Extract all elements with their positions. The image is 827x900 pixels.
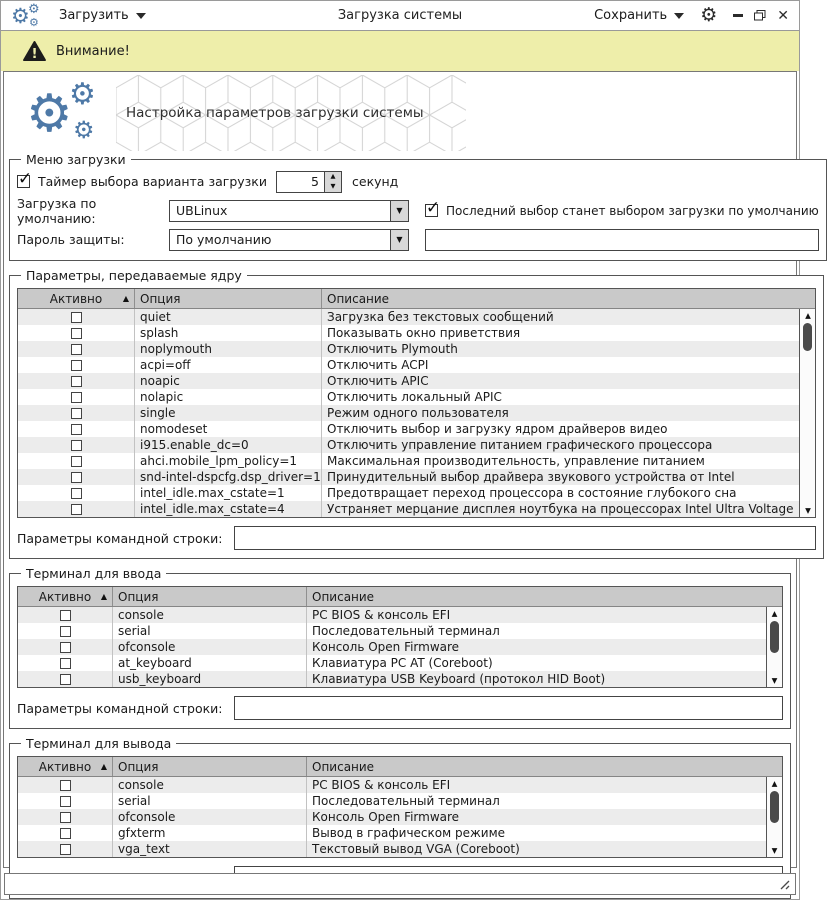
row-checkbox[interactable] (71, 472, 82, 483)
description-cell: Вывод в графическом режиме (312, 826, 506, 840)
row-checkbox[interactable] (71, 312, 82, 323)
option-cell: snd-intel-dspcfg.dsp_driver=1 (135, 469, 322, 485)
description-cell: Показывать окно приветствия (327, 326, 521, 340)
table-row[interactable] (18, 809, 782, 825)
main-panel (3, 71, 819, 868)
table-row[interactable] (18, 373, 815, 389)
scroll-up-icon[interactable]: ▲ (771, 609, 778, 618)
column-header-option[interactable]: Опция (113, 757, 307, 776)
gear-icon: ⚙ (28, 1, 40, 17)
description-cell: Загрузка без текстовых сообщений (327, 310, 554, 324)
description-cell: Максимальная производительность, управление питанием (327, 454, 705, 468)
table-row[interactable] (18, 655, 782, 671)
description-cell: Принудительный выбор драйвера звукового устройства от Intel (327, 470, 735, 484)
table-row[interactable] (18, 607, 782, 623)
row-checkbox[interactable] (60, 844, 71, 855)
scrollbar[interactable] (766, 777, 782, 857)
kernel-params-group (9, 268, 824, 559)
input-terminal-legend: Терминал для ввода (26, 566, 162, 581)
kernel-params-table (17, 288, 816, 518)
row-checkbox[interactable] (60, 642, 71, 653)
column-header-active[interactable]: Активно ▲ (18, 757, 113, 776)
resize-grip-icon[interactable] (779, 880, 790, 891)
output-terminal-legend: Терминал для вывода (26, 736, 172, 751)
description-cell: Текстовый вывод VGA (Coreboot) (312, 842, 520, 856)
option-cell: at_keyboard (113, 655, 307, 671)
scrollbar-thumb[interactable] (770, 621, 779, 653)
input-terminal-group (9, 566, 791, 729)
password-mode-select[interactable] (169, 229, 409, 251)
timer-unit-label: секунд (352, 174, 399, 189)
chevron-down-icon (136, 13, 146, 19)
description-cell: Отключить выбор и загрузку ядром драйверов видео (327, 422, 668, 436)
option-cell: ahci.mobile_lpm_policy=1 (135, 453, 322, 469)
timer-value: 5 (311, 173, 319, 189)
row-checkbox[interactable] (60, 780, 71, 791)
boot-menu-legend: Меню загрузки (26, 152, 126, 167)
window-title: Загрузка системы (337, 8, 463, 23)
app-logo-gears-icon (26, 77, 118, 148)
description-cell: Отключить APIC (327, 374, 429, 388)
row-checkbox[interactable] (71, 392, 82, 403)
password-mode-value: По умолчанию (176, 231, 272, 247)
table-row[interactable] (18, 421, 815, 437)
scroll-down-icon[interactable]: ▼ (771, 845, 778, 855)
description-cell: Консоль Open Firmware (312, 810, 460, 824)
gear-icon: ⚙ (69, 77, 96, 112)
description-cell: Режим одного пользователя (327, 406, 509, 420)
table-row[interactable] (18, 639, 782, 655)
option-cell: serial (113, 793, 307, 809)
table-row[interactable] (18, 469, 815, 485)
svg-text:!: ! (31, 46, 38, 62)
table-row[interactable] (18, 357, 815, 373)
row-checkbox[interactable] (71, 424, 82, 435)
option-cell: gfxterm (113, 825, 307, 841)
table-row[interactable] (18, 501, 815, 517)
column-header-description[interactable]: Описание (312, 759, 375, 774)
gear-icon: ⚙ (73, 116, 95, 144)
row-checkbox[interactable] (71, 344, 82, 355)
input-terminal-cmdline-input[interactable] (234, 696, 783, 720)
option-cell: nomodeset (135, 421, 322, 437)
column-header-option[interactable]: Опция (113, 587, 307, 606)
description-cell: Отключить локальный APIC (327, 390, 502, 404)
gear-icon: ⚙ (29, 15, 39, 29)
row-checkbox[interactable] (71, 488, 82, 499)
timer-label: Таймер выбора варианта загрузки (38, 174, 267, 189)
option-cell: ofconsole (113, 809, 307, 825)
description-cell: Отключить управление питанием графического процессора (327, 438, 713, 452)
input-terminal-table (17, 586, 783, 688)
option-cell: serial (113, 623, 307, 639)
option-cell: quiet (135, 309, 322, 325)
kernel-cmdline-input[interactable] (234, 526, 816, 550)
option-cell: intel_idle.max_cstate=4 (135, 501, 322, 517)
sort-ascending-icon: ▲ (100, 591, 107, 601)
option-cell: noapic (135, 373, 322, 389)
scrollbar[interactable] (766, 607, 782, 687)
table-row[interactable] (18, 389, 815, 405)
table-row[interactable] (18, 841, 782, 857)
default-boot-label: Загрузка по умолчанию: (17, 195, 97, 226)
row-checkbox[interactable] (71, 440, 82, 451)
page-title: Настройка параметров загрузки системы (126, 105, 424, 121)
save-menu-button[interactable]: Сохранить (594, 8, 684, 23)
description-cell: Последовательный терминал (312, 794, 500, 808)
timer-checkbox[interactable]: ✓ (17, 168, 33, 189)
cmdline-label: Параметры командной строки: (17, 700, 223, 716)
table-header (18, 587, 782, 607)
description-cell: Консоль Open Firmware (312, 640, 460, 654)
restore-button[interactable] (754, 10, 766, 21)
option-cell: intel_idle.max_cstate=1 (135, 485, 322, 501)
description-cell: PC BIOS & консоль EFI (312, 778, 451, 792)
row-checkbox[interactable] (60, 626, 71, 637)
table-row[interactable] (18, 623, 782, 639)
description-cell: Предотвращает переход процессора в состояние глубокого сна (327, 486, 737, 500)
description-cell: Отключить Plymouth (327, 342, 458, 356)
row-checkbox[interactable] (60, 658, 71, 669)
table-row[interactable] (18, 671, 782, 687)
table-header (18, 289, 815, 309)
description-cell: Последовательный терминал (312, 624, 500, 638)
option-cell: ofconsole (113, 639, 307, 655)
sort-ascending-icon: ▲ (100, 761, 107, 771)
warning-triangle-icon (23, 41, 46, 62)
option-cell: usb_keyboard (113, 671, 307, 687)
kernel-params-legend: Параметры, передаваемые ядру (26, 268, 242, 283)
column-header-option[interactable]: Опция (135, 289, 322, 308)
option-cell: noplymouth (135, 341, 322, 357)
minimize-button[interactable] (733, 14, 743, 17)
table-row[interactable] (18, 309, 815, 325)
warning-text: Внимание! (56, 43, 130, 59)
row-checkbox[interactable] (60, 674, 71, 685)
table-row[interactable] (18, 325, 815, 341)
column-header-description[interactable]: Описание (327, 291, 390, 306)
option-cell: vga_text (113, 841, 307, 857)
default-boot-select[interactable] (169, 200, 409, 222)
table-row[interactable] (18, 341, 815, 357)
table-row[interactable] (18, 825, 782, 841)
password-input[interactable] (425, 229, 819, 251)
column-header-active[interactable]: Активно ▲ (18, 289, 135, 308)
scroll-down-icon[interactable]: ▼ (805, 505, 811, 515)
scrollbar-thumb[interactable] (770, 791, 779, 823)
warning-bar (1, 31, 799, 71)
output-terminal-table (17, 756, 783, 858)
table-row[interactable] (18, 453, 815, 469)
gear-icon: ⚙ (11, 3, 30, 28)
scrollbar[interactable] (799, 309, 815, 517)
scroll-up-icon[interactable]: ▲ (771, 779, 778, 788)
description-cell: Отключить ACPI (327, 358, 429, 372)
row-checkbox[interactable] (60, 610, 71, 621)
table-row[interactable] (18, 777, 782, 793)
row-checkbox[interactable] (60, 796, 71, 807)
page-header (4, 74, 796, 152)
table-header (18, 757, 782, 777)
app-logo-gears-icon (11, 3, 45, 29)
chevron-down-icon: ▼ (396, 206, 403, 215)
option-cell: console (113, 607, 307, 623)
table-row[interactable] (18, 437, 815, 453)
boot-menu-group (9, 152, 827, 261)
chevron-down-icon (674, 13, 684, 19)
column-header-description[interactable]: Описание (312, 589, 375, 604)
option-cell: single (135, 405, 322, 421)
scroll-down-icon[interactable]: ▼ (771, 675, 778, 685)
option-cell: i915.enable_dc=0 (135, 437, 322, 453)
row-checkbox[interactable] (60, 828, 71, 839)
option-cell: nolapic (135, 389, 322, 405)
option-cell: splash (135, 325, 322, 341)
row-checkbox[interactable] (71, 456, 82, 467)
description-cell: Клавиатура PC AT (Coreboot) (312, 656, 493, 670)
table-row[interactable] (18, 793, 782, 809)
chevron-down-icon: ▼ (396, 235, 403, 244)
option-cell: acpi=off (135, 357, 322, 373)
title-bar (1, 1, 799, 31)
status-bar (4, 873, 796, 895)
spin-down-icon[interactable]: ▼ (330, 181, 336, 190)
row-checkbox[interactable] (71, 504, 82, 515)
settings-gear-icon[interactable]: ⚙ (700, 4, 718, 26)
column-header-active[interactable]: Активно ▲ (18, 587, 113, 606)
gear-icon: ⚙ (26, 84, 73, 144)
description-cell: Устраняет мерцание дисплея ноутбука на процессорах Intel Ultra Voltage (327, 502, 794, 516)
scrollbar-thumb[interactable] (803, 323, 812, 351)
cmdline-label: Параметры командной строки: (17, 530, 223, 546)
table-row[interactable] (18, 485, 815, 501)
sort-ascending-icon: ▲ (122, 293, 129, 303)
default-boot-value: UBLinux (176, 202, 228, 218)
close-button[interactable]: ✕ (777, 7, 789, 24)
spin-up-icon[interactable]: ▲ (330, 171, 336, 180)
option-cell: console (113, 777, 307, 793)
table-row[interactable] (18, 405, 815, 421)
load-menu-button[interactable]: Загрузить (59, 8, 146, 23)
row-checkbox[interactable] (60, 812, 71, 823)
row-checkbox[interactable] (71, 408, 82, 419)
row-checkbox[interactable] (71, 360, 82, 371)
timer-spinner[interactable] (276, 171, 342, 193)
last-choice-label: Последний выбор станет выбором загрузки по умолчанию (446, 203, 819, 218)
row-checkbox[interactable] (71, 328, 82, 339)
last-choice-checkbox[interactable]: ✓ (425, 197, 441, 218)
description-cell: Клавиатура USB Keyboard (протокол HID Boot) (312, 672, 606, 686)
scroll-up-icon[interactable]: ▲ (805, 311, 811, 320)
password-label: Пароль защиты: (17, 232, 125, 247)
row-checkbox[interactable] (71, 376, 82, 387)
description-cell: PC BIOS & консоль EFI (312, 608, 451, 622)
